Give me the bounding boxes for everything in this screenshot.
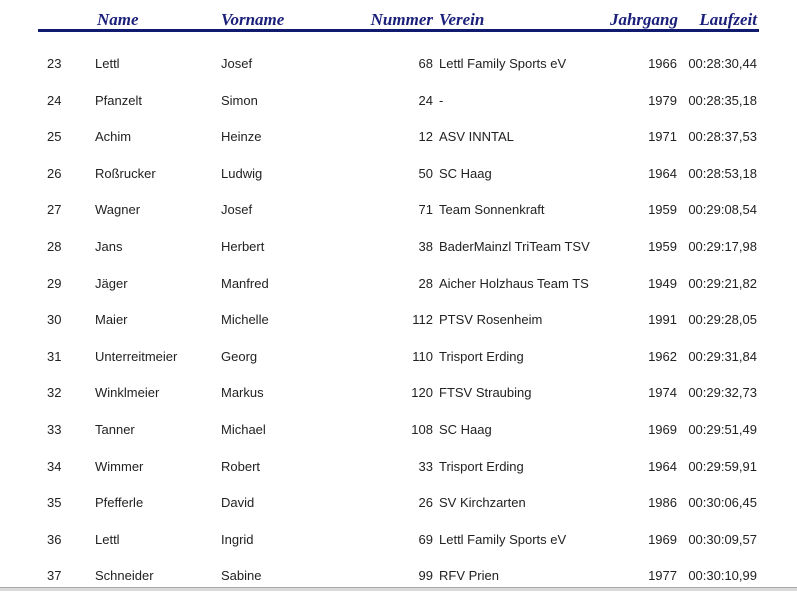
cell-rank: 35	[47, 495, 62, 511]
cell-vorname: Josef	[221, 202, 253, 218]
cell-laufzeit: 00:28:35,18	[688, 92, 757, 108]
cell-nummer: 110	[412, 348, 433, 364]
cell-laufzeit: 00:28:30,44	[688, 56, 757, 71]
table-row	[0, 337, 797, 374]
cell-nummer: 33	[418, 458, 433, 474]
table-row	[0, 373, 797, 410]
cell-vorname: Ingrid	[221, 531, 254, 547]
cell-name: Pfanzelt	[95, 92, 142, 108]
cell-laufzeit: 00:29:59,91	[688, 458, 757, 474]
cell-nummer: 71	[418, 202, 433, 218]
cell-vorname: Ludwig	[221, 165, 263, 181]
cell-name: Lettl	[95, 56, 120, 71]
cell-jahrgang: 1966	[648, 56, 677, 71]
cell-vorname: Robert	[221, 458, 261, 474]
cell-name: Winklmeier	[95, 385, 160, 401]
cell-vorname: Sabine	[221, 568, 262, 584]
table-row	[0, 117, 797, 154]
cell-laufzeit: 00:29:08,54	[688, 202, 757, 218]
cell-vorname: Simon	[221, 92, 258, 108]
cell-rank: 26	[47, 165, 62, 181]
cell-laufzeit: 00:29:28,05	[688, 312, 757, 328]
cell-rank: 34	[47, 458, 62, 474]
cell-verein: PTSV Rosenheim	[439, 312, 543, 328]
cell-vorname: Georg	[221, 348, 258, 364]
cell-nummer: 12	[418, 129, 433, 145]
cell-vorname: David	[221, 495, 255, 511]
cell-laufzeit: 00:29:21,82	[688, 275, 757, 291]
cell-name: Pfefferle	[95, 495, 144, 511]
cell-vorname: Michael	[221, 421, 266, 437]
cell-verein: Trisport Erding	[439, 348, 524, 364]
cell-vorname: Josef	[221, 56, 253, 71]
cell-vorname: Herbert	[221, 238, 265, 254]
results-table-body	[0, 44, 797, 593]
cell-name: Jans	[95, 238, 123, 254]
cell-nummer: 120	[411, 385, 433, 401]
cell-verein: Aicher Holzhaus Team TS	[439, 275, 589, 291]
table-row	[0, 190, 797, 227]
column-header-vorname: Vorname	[221, 10, 285, 29]
cell-laufzeit: 00:30:09,57	[688, 531, 757, 547]
table-row	[0, 81, 797, 118]
cell-rank: 33	[47, 421, 62, 437]
cell-rank: 32	[47, 385, 62, 401]
cell-nummer: 38	[418, 238, 433, 254]
column-header-name: Name	[97, 10, 139, 29]
table-header	[0, 0, 797, 32]
cell-laufzeit: 00:28:53,18	[688, 165, 757, 181]
cell-verein: Trisport Erding	[439, 458, 524, 474]
column-header-nummer: Nummer	[370, 10, 433, 29]
cell-laufzeit: 00:30:10,99	[688, 568, 757, 584]
cell-jahrgang: 1971	[648, 129, 677, 145]
cell-jahrgang: 1959	[648, 238, 677, 254]
cell-laufzeit: 00:30:06,45	[688, 495, 757, 511]
cell-name: Schneider	[95, 568, 154, 584]
cell-verein: Team Sonnenkraft	[439, 202, 545, 218]
cell-verein: ASV INNTAL	[439, 129, 514, 145]
cell-rank: 27	[47, 202, 62, 218]
column-header-verein: Verein	[439, 10, 485, 29]
cell-vorname: Markus	[221, 385, 264, 401]
column-header-jahrgang: Jahrgang	[609, 10, 678, 29]
cell-vorname: Heinze	[221, 129, 262, 145]
cell-nummer: 112	[412, 312, 433, 328]
cell-nummer: 28	[418, 275, 433, 291]
cell-nummer: 108	[411, 421, 433, 437]
cell-jahrgang: 1991	[648, 312, 677, 328]
page-bottom-edge	[0, 587, 797, 591]
cell-verein: -	[439, 92, 444, 108]
cell-rank: 23	[47, 56, 62, 71]
table-row	[0, 410, 797, 447]
cell-verein: BaderMainzl TriTeam TSV	[439, 238, 590, 254]
cell-jahrgang: 1964	[648, 165, 677, 181]
cell-nummer: 50	[418, 165, 433, 181]
cell-laufzeit: 00:29:31,84	[688, 348, 757, 364]
cell-verein: SC Haag	[439, 165, 492, 181]
cell-jahrgang: 1969	[648, 421, 677, 437]
cell-name: Roßrucker	[95, 165, 156, 181]
cell-verein: FTSV Straubing	[439, 385, 532, 401]
header-divider	[38, 29, 759, 32]
cell-name: Wagner	[95, 202, 141, 218]
cell-laufzeit: 00:29:51,49	[688, 421, 757, 437]
cell-name: Tanner	[95, 421, 135, 437]
cell-name: Wimmer	[95, 458, 144, 474]
cell-rank: 29	[47, 275, 62, 291]
cell-jahrgang: 1974	[648, 385, 677, 401]
cell-laufzeit: 00:28:37,53	[688, 129, 757, 145]
cell-jahrgang: 1977	[648, 568, 677, 584]
table-row	[0, 520, 797, 557]
cell-name: Unterreitmeier	[95, 348, 178, 364]
table-row	[0, 483, 797, 520]
cell-jahrgang: 1979	[648, 92, 677, 108]
cell-jahrgang: 1949	[648, 275, 677, 291]
cell-jahrgang: 1962	[648, 348, 677, 364]
table-row	[0, 154, 797, 191]
cell-name: Achim	[95, 129, 132, 145]
table-row	[0, 44, 797, 81]
cell-jahrgang: 1986	[648, 495, 677, 511]
cell-rank: 30	[47, 312, 62, 328]
cell-verein: SV Kirchzarten	[439, 495, 526, 511]
column-header-laufzeit: Laufzeit	[699, 10, 757, 29]
cell-verein: SC Haag	[439, 421, 492, 437]
cell-verein: Lettl Family Sports eV	[439, 56, 567, 71]
cell-rank: 24	[47, 92, 62, 108]
cell-nummer: 69	[418, 531, 433, 547]
cell-rank: 31	[47, 348, 62, 364]
cell-laufzeit: 00:29:17,98	[688, 238, 757, 254]
table-row	[0, 227, 797, 264]
cell-rank: 25	[47, 129, 62, 145]
cell-nummer: 68	[418, 56, 433, 71]
cell-rank: 36	[47, 531, 62, 547]
cell-rank: 37	[47, 568, 62, 584]
cell-rank: 28	[47, 238, 62, 254]
cell-verein: Lettl Family Sports eV	[439, 531, 567, 547]
cell-nummer: 24	[418, 92, 433, 108]
cell-nummer: 26	[418, 495, 433, 511]
cell-jahrgang: 1964	[648, 458, 677, 474]
cell-verein: RFV Prien	[439, 568, 499, 584]
cell-vorname: Manfred	[221, 275, 269, 291]
cell-laufzeit: 00:29:32,73	[688, 385, 757, 401]
table-row	[0, 447, 797, 484]
table-row	[0, 300, 797, 337]
cell-nummer: 99	[418, 568, 433, 584]
cell-name: Lettl	[95, 531, 120, 547]
cell-name: Maier	[95, 312, 128, 328]
table-row	[0, 264, 797, 301]
cell-jahrgang: 1959	[648, 202, 677, 218]
cell-name: Jäger	[95, 275, 128, 291]
cell-vorname: Michelle	[221, 312, 269, 328]
cell-jahrgang: 1969	[648, 531, 677, 547]
